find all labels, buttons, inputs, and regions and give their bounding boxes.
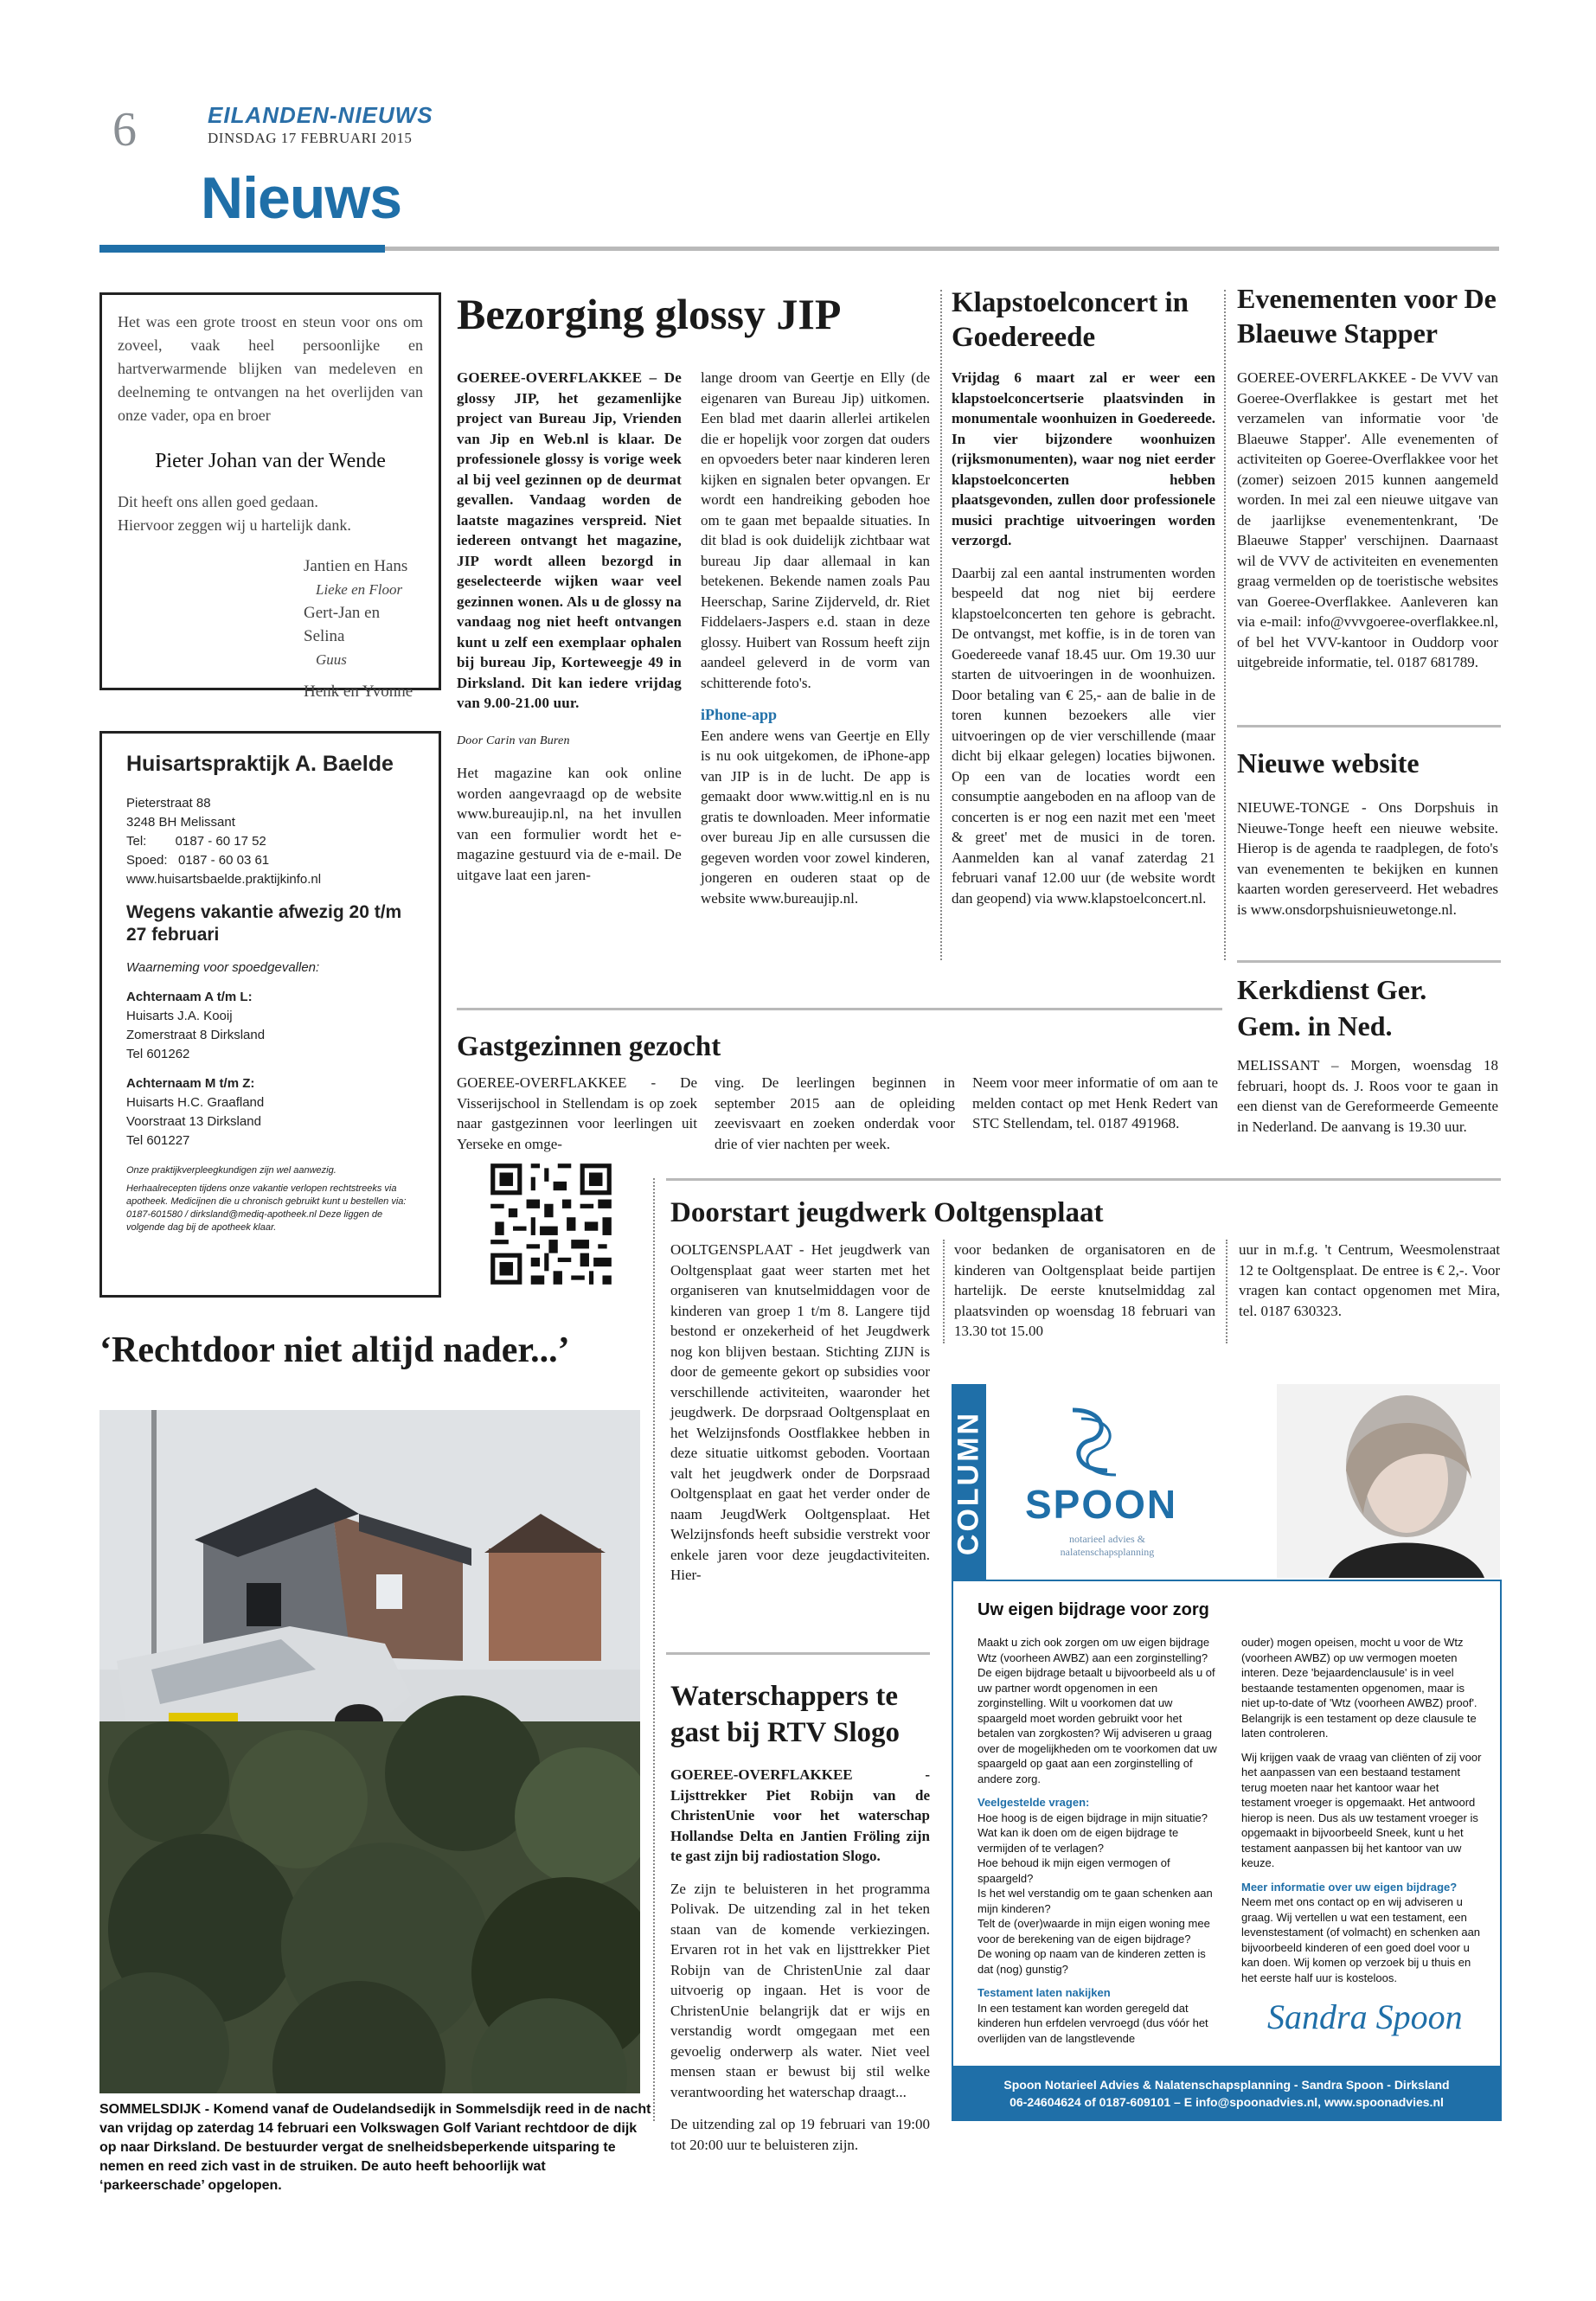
group-m-street: Voorstraat 13 Dirksland: [126, 1114, 261, 1129]
jeugdwerk-c3: uur in m.f.g. 't Centrum, Weesmolenstraat 12 te Ooltgensplaat. De entree is € 2,-. Voor vragen kan contact opgenomen met Mira, tel. 0187 630323.: [1239, 1241, 1500, 1319]
glossy-col-2: [701, 368, 930, 920]
group-a-name: Huisarts J.A. Kooij: [126, 1009, 233, 1023]
stapper-headline: Evenementen voor De Blaeuwe Stapper: [1237, 283, 1497, 349]
waterschap-body: [670, 1765, 930, 2167]
column-label-text: COLUMN: [952, 1410, 985, 1556]
column-title: Uw eigen bijdrage voor zorg: [977, 1600, 1209, 1619]
rule: [1237, 960, 1501, 963]
thanks-body: Het was een grote troost en steun voor ons om zoveel, vaak heel persoonlijke en hartverwarmende blijken van medeleven en deelneming te ontvangen na het overlijden van onze vader, opa en broer: [118, 313, 423, 424]
glossy-lead: GOEREE-OVERFLAKKEE – De glossy JIP, het gezamenlijke project van Bureau Jip, Vrienden van Jip en Web.nl is klaar. De professionele glossy is vorige week al bij veel gezinnen op de deurmat gevallen. Vandaag worden de laatste magazines verspreid. Niet iedereen ontvangt het magazine, JIP wordt alleen bezorgd in geselecteerde wijken waar veel gezinnen wonen. Als u de glossy na vandaag nog niet heeft ontvangen kunt u zelf een exemplaar ophalen bij bureau Jip, Korteweegje 49 in Dirksland. Dit kan iedere vrijdag van 9.00-21.00 uur.: [457, 369, 682, 711]
jeugdwerk-headline: Doorstart jeugdwerk Ooltgensplaat: [670, 1197, 1104, 1228]
website-body: NIEUWE-TONGE - Ons Dorpshuis in Nieuwe-Tonge heeft een nieuwe website. Hierop is de agenda te raadplegen, de foto's van evenementen te bekijken en kunnen kaarten worden gereserveerd. Het webadres is www.onsdorpshuisnieuwetonge.nl.: [1237, 799, 1498, 918]
klapstoel-p1: Daarbij zal een aantal instrumenten worden bespeeld dat nog niet bij eerdere klapstoelconcerten ten gehore is gebracht. De ontvangst, met koffie, is in de toren van Goedereede vanaf 18.45 uur. Om 19.30 uur starten de uitvoeringen in de woonhuizen. Door betaling van € 25,- aan de balie in de toren kunnen bezoekers alle vier uitvoeringen op de vier verschillende (maar dicht bij elkaar gelegen) locaties bijwonen. Op een van de locaties wordt een consumptie aangeboden en na afloop van de concerten is er nog een nazit met een 'meet & greet' met de musici in de toren. Aanmelden kan al vanaf zaterdag 21 februari vanaf 12.00 uur (de website wordt dan geopend) via www.klapstoelconcert.nl.: [952, 564, 1215, 907]
column-divider: [940, 290, 942, 960]
practice-spoed: Spoed: 0187 - 60 03 61: [126, 853, 270, 868]
rule: [457, 1008, 1222, 1010]
practice-city: 3248 BH Melissant: [126, 815, 235, 830]
practice-vacation: Wegens vakantie afwezig 20 t/m 27 februari: [126, 902, 402, 945]
website-headline: Nieuwe website: [1237, 747, 1420, 779]
column-b2: Wij krijgen vaak de vraag van cliënten of zij voor het aanpassen van een bestaand testament terug moeten naar het kantoor waar het testament vroeger is opgemaakt. Het antwoord hierop is neen. Dus als uw testament vroeger is opgemaakt in bijvoorbeeld Sneek, kunt u het testament aanpassen bij het kantoor van uw keuze.: [1241, 1750, 1482, 1869]
masthead-logo: EILANDEN-NIEUWS: [208, 102, 433, 128]
jeugdwerk-c1: OOLTGENSPLAAT - Het jeugdwerk van Ooltgensplaat gaat weer starten met het organiseren van knutselmiddagen voor de kinderen van groep 1 t/m 8. Langere tijd bestond er onzekerheid of het Jeugdwerk nog kon blijven bestaan. Stichting ZIJN is door de gemeente gekort op subsidies voor verschillende activiteiten, waaronder het jeugdwerk. De dorpsraad Ooltgensplaat en het Welzijnsfonds Oostflakkee hebben in deze situatie uitkomst geboden. Voortaan valt het jeugdwerk onder de Dorpsraad Ooltgensplaat en gaat het verder onder de naam JeugdWerk Ooltgensplaat. Het Welzijnsfonds heeft subsidie verstrekt voor enkele jaren voor deze jeugdactiviteiten. Hier-: [670, 1241, 930, 1583]
glossy-byline: Door Carin van Buren: [457, 734, 570, 747]
signatures: [304, 554, 423, 703]
column-sub-2: Testament laten nakijken: [977, 1986, 1111, 1999]
practice-note-1: Onze praktijkverpleegkundigen zijn wel aanwezig.: [126, 1165, 337, 1176]
rule: [1237, 725, 1501, 727]
column-footer-line-1: Spoon Notarieel Advies & Nalatenschapsplanning - Sandra Spoon - Dirksland: [1003, 2078, 1450, 2092]
signature-2: Gert-Jan en Selina: [304, 604, 381, 645]
practice-note-2: Herhaalrecepten tijdens onze vakantie verlopen rechtstreeks via apotheek. Medicijnen die u chronisch gebruikt kunt u bestellen via: 0187-601580 / dirksland@mediq-apotheek.nl Deze liggen de volgende dag bij de apotheek klaar.: [126, 1183, 407, 1233]
group-m-title: Achternaam M t/m Z:: [126, 1076, 255, 1091]
column-divider: [943, 1240, 945, 1343]
deceased-name: Pieter Johan van der Wende: [155, 450, 386, 472]
stapper-body: GOEREE-OVERFLAKKEE - De VVV van Goeree-Overflakkee is gestart met het verzamelen van informatie voor 'de Blaeuwe Stapper'. Alle evenementen of activiteiten op Goeree-Overflakkee voor het (zomer) seizoen 2015 kunnen aangemeld worden. In mei zal een nieuwe uitgave van de jaarlijkse evenementenkrant, 'De Blaeuwe Stapper' verschijnen. Daarnaast wil de VVV de activiteiten en evenementen graag vermelden op de toeristische websites van Goeree-Overflakkee. Aanleveren kan via e-mail: info@vvvgoeree-overflakkee.nl, of bel het VVV-kantoor in Ouddorp voor uitgebreide informatie, tel. 0187 681789.: [1237, 369, 1498, 670]
column-divider: [1224, 290, 1226, 960]
group-m-name: Huisarts H.C. Graafland: [126, 1095, 265, 1110]
practice-waarneming: Waarneming voor spoedgevallen:: [126, 960, 320, 975]
practice-street: Pieterstraat 88: [126, 796, 211, 811]
glossy-p1: Het magazine kan ook online worden aangevraagd op de website www.bureaujip.nl, na het invullen van een formulier wordt het e-magazine gestuurd via de e-mail. De uitgave laat een jaren-: [457, 765, 682, 883]
column-b1: ouder) mogen opeisen, mocht u voor de Wtz (voorheen AWBZ) op uw vermogen moeten interen. Deze 'bejaardenclausule' is in veel bestaande testamenten opgenomen, maar is niet up-to-date of 'Wtz (voorheen AWBZ) proof'. Belangrijk is een testament op deze clausule te laten controleren.: [1241, 1636, 1477, 1740]
group-a-street: Zomerstraat 8 Dirksland: [126, 1028, 266, 1042]
column-divider: [653, 1178, 655, 2121]
column-footer: [952, 2066, 1502, 2119]
rechtdoor-headline: ‘Rechtdoor niet altijd nader...’: [99, 1330, 570, 1370]
signature-1: Jantien en Hans: [304, 557, 408, 575]
column-sub-1: Veelgestelde vragen:: [977, 1796, 1090, 1809]
signature-1-kids: Lieke en Floor: [316, 581, 403, 598]
issue-date: DINSDAG 17 FEBRUARI 2015: [208, 130, 413, 146]
qr-code: [486, 1159, 616, 1289]
klapstoel-lead: Vrijdag 6 maart zal er weer een klapstoelconcertserie plaatsvinden in monumentale woonhuizen in Goedereede. In vier bijzondere woonhuizen (rijksmonumenten), waar nog niet eerder klapstoelconcerten hebben plaatsgevonden, zullen door professionele musici prachtige uitvoeringen worden verzorgd.: [952, 369, 1215, 548]
section-title: Nieuws: [201, 165, 402, 231]
gastgezinnen-headline: Gastgezinnen gezocht: [457, 1031, 721, 1062]
signature-2-kids: Guus: [316, 651, 347, 668]
column-label: [952, 1384, 986, 1580]
gastgezinnen-c3: Neem voor meer informatie of om aan te melden contact op met Henk Redert van STC Stellendam, tel. 0187 491968.: [972, 1074, 1218, 1131]
klapstoel-headline: Klapstoelconcert in Goedereede: [952, 287, 1189, 353]
rule: [666, 1178, 1501, 1181]
thanks-notice: [99, 292, 441, 701]
column-q1: Hoe hoog is de eigen bijdrage in mijn situatie?: [977, 1811, 1208, 1824]
spoon-logo-mark: [1055, 1401, 1125, 1479]
practice-web: www.huisartsbaelde.praktijkinfo.nl: [126, 872, 322, 887]
thanks-line-2: Hiervoor zeggen wij u hartelijk dank.: [118, 516, 351, 534]
column-q5: Telt de (over)waarde in mijn eigen woning mee voor de berekening van de eigen bijdrage?: [977, 1917, 1210, 1945]
waterschap-headline: Waterschappers te gast bij RTV Slogo: [670, 1681, 901, 1748]
practice-title: Huisartspraktijk A. Baelde: [126, 752, 394, 776]
group-a-tel: Tel 601262: [126, 1047, 190, 1061]
glossy-headline: Bezorging glossy JIP: [457, 290, 842, 338]
kerkdienst-body: MELISSANT – Morgen, woensdag 18 februari, hoopt ds. J. Roos voor te gaan in een dienst van de Gereformeerde Gemeente in Nederland. De aanvang is 19.30 uur.: [1237, 1057, 1498, 1135]
klapstoel-body: [952, 368, 1215, 920]
column-a1: Maakt u zich ook zorgen om uw eigen bijdrage Wtz (voorheen AWBZ) aan een zorginstelling? De eigen bijdrage betaalt u bijvoorbeeld als u of uw partner wordt opgenomen in een zorginstelling. Wilt u voorkomen dat uw spaargeld moet worden gebruikt voor het betalen van zorgkosten? Wij adviseren u graag over de mogelijkheden om te voorkomen dat uw spaargeld op gaat aan een zorginstelling of andere zorg.: [977, 1636, 1217, 1785]
section-rule: [99, 245, 1499, 253]
column-ad: [952, 1384, 1502, 2045]
column-divider: [1226, 1240, 1227, 1343]
spoon-logo-sub: notarieel advies & nalatenschapsplanning: [1060, 1533, 1155, 1558]
waterschap-p1: Ze zijn te beluisteren in het programma Polivak. De uitzending zal in het teken staan van de komende verkiezingen. Ervaren rot in het vak en lijsttrekker Piet Robijn van de ChristenUnie zal daar uitvoerig op ingaan. Het is voor de ChristenUnie belangrijk dat er wijs en verstandig wordt omgegaan met een gevoelig onderwerp als water. Niet veel mensen staan er bewust bij stil welke verantwoording het waterschap draagt...: [670, 1880, 930, 2100]
column-q2: Wat kan ik doen om de eigen bijdrage te vermijden of te verlagen?: [977, 1826, 1179, 1855]
column-q3: Hoe behoud ik mijn eigen vermogen of spaargeld?: [977, 1856, 1170, 1885]
column-a2: In een testament kan worden geregeld dat kinderen hun erfdelen vervroegd (dus vóór het overlijden van de langstlevende: [977, 2001, 1208, 2045]
glossy-p3: Een andere wens van Geertje en Elly is nu ook uitgekomen, de iPhone-app van JIP is in de lucht. De app is gemaakt door www.wittig.nl en is nu gratis te downloaden. Meer informatie over bureau Jip en alle cursussen die gegeven worden voor zowel kinderen, jongeren en ouderen staat op de website www.bureaujip.nl.: [701, 727, 930, 907]
glossy-col-1: [457, 368, 682, 897]
group-a-title: Achternaam A t/m L:: [126, 990, 253, 1004]
column-right-text: [1241, 1635, 1485, 2036]
practice-ad: [99, 731, 441, 1298]
rule: [666, 1652, 930, 1655]
page-number: 6: [112, 103, 137, 157]
gastgezinnen-c1: GOEREE-OVERFLAKKEE - De Visserijschool in Stellendam is op zoek naar gastgezinnen voor leerlingen uit Yerseke en omge-: [457, 1074, 697, 1152]
waterschap-p2: De uitzending zal op 19 februari van 19:00 tot 20:00 uur te beluisteren zijn.: [670, 2116, 930, 2153]
column-b3: Neem met ons contact op en wij adviseren u graag. Wij vertellen u wat een testament, een levenstestament (of volmacht) en schenken aan bijvoorbeeld kinderen of een goed doel voor u kan doen. Wij komen op verzoek bij u thuis en het eerste half uur is kosteloos.: [1241, 1895, 1481, 1984]
photo-caption: SOMMELSDIJK - Komend vanaf de Oudelandsedijk in Sommelsdijk reed in de nacht van vrijdag op zaterdag 14 februari een Volkswagen Golf Variant rechtdoor de dijk op naar Dirksland. De bestuurder vergat de snelheidsbeperkende uitsparing te nemen en reed zich vast in de struiken. De auto heeft behoorlijk wat ‘parkeerschade’ opgelopen.: [99, 2102, 651, 2193]
news-photo: [99, 1410, 640, 2093]
column-sub-3: Meer informatie over uw eigen bijdrage?: [1241, 1880, 1458, 1894]
spoon-logo-text: SPOON: [1025, 1482, 1178, 1527]
column-left-text: [977, 1635, 1221, 2046]
column-header-band: [952, 1384, 1502, 1581]
glossy-p2: lange droom van Geertje en Elly (de eigenaren van Bureau Jip) uitkomen. Een blad met daarin allerlei artikelen die er hopelijk voor zorgen dat ouders en opvoeders beter naar kinderen leren kijken en signalen beter opvangen. Er wordt een handreiking geboden hoe om te gaan met bepaalde situaties. In dit blad is ook duidelijk zichtbaar wat bureau Jip daar allemaal in kan betekenen. Bekende namen zoals Pau Heerschap, Sarine Zijderveld, dr. Riet Fiddelaers-Jaspers e.d. staan in deze glossy. Huibert van Rossum heeft zijn aandeel geleverd in de vorm van schitterende foto's.: [701, 369, 930, 691]
thanks-line-1: Dit heeft ons allen goed gedaan.: [118, 493, 318, 510]
glossy-subhead: iPhone-app: [701, 706, 778, 723]
signature-3: Henk en Yvonne: [304, 683, 413, 701]
author-portrait: [1277, 1384, 1500, 1578]
author-signature: Sandra Spoon: [1267, 1997, 1463, 2036]
group-m-tel: Tel 601227: [126, 1133, 190, 1148]
kerkdienst-headline: Kerkdienst Ger. Gem. in Ned.: [1237, 974, 1427, 1042]
jeugdwerk-c2: voor bedanken de organisatoren en de kinderen van Ooltgensplaat beide partijen hartelijk. De eerste knutselmiddag zal plaatsvinden op woensdag 18 februari van 13.30 tot 15.00: [954, 1241, 1215, 1339]
gastgezinnen-c2: ving. De leerlingen beginnen in september 2015 aan de opleiding zeevisvaart en zoeken onderdak voor drie of vier nachten per week.: [715, 1074, 955, 1152]
column-q4: Is het wel verstandig om te gaan schenken aan mijn kinderen?: [977, 1887, 1213, 1915]
column-q6: De woning op naam van de kinderen zetten is dat (nog) gunstig?: [977, 1947, 1206, 1976]
column-footer-line-2: 06-24604624 of 0187-609101 – E info@spoonadvies.nl, www.spoonadvies.nl: [1010, 2095, 1444, 2109]
waterschap-lead: GOEREE-OVERFLAKKEE - Lijsttrekker Piet Robijn van de ChristenUnie voor het waterschap Hollandse Delta en Jantien Fröling zijn te gast zijn bij radiostation Slogo.: [670, 1766, 930, 1864]
practice-tel: Tel: 0187 - 60 17 52: [126, 834, 266, 849]
